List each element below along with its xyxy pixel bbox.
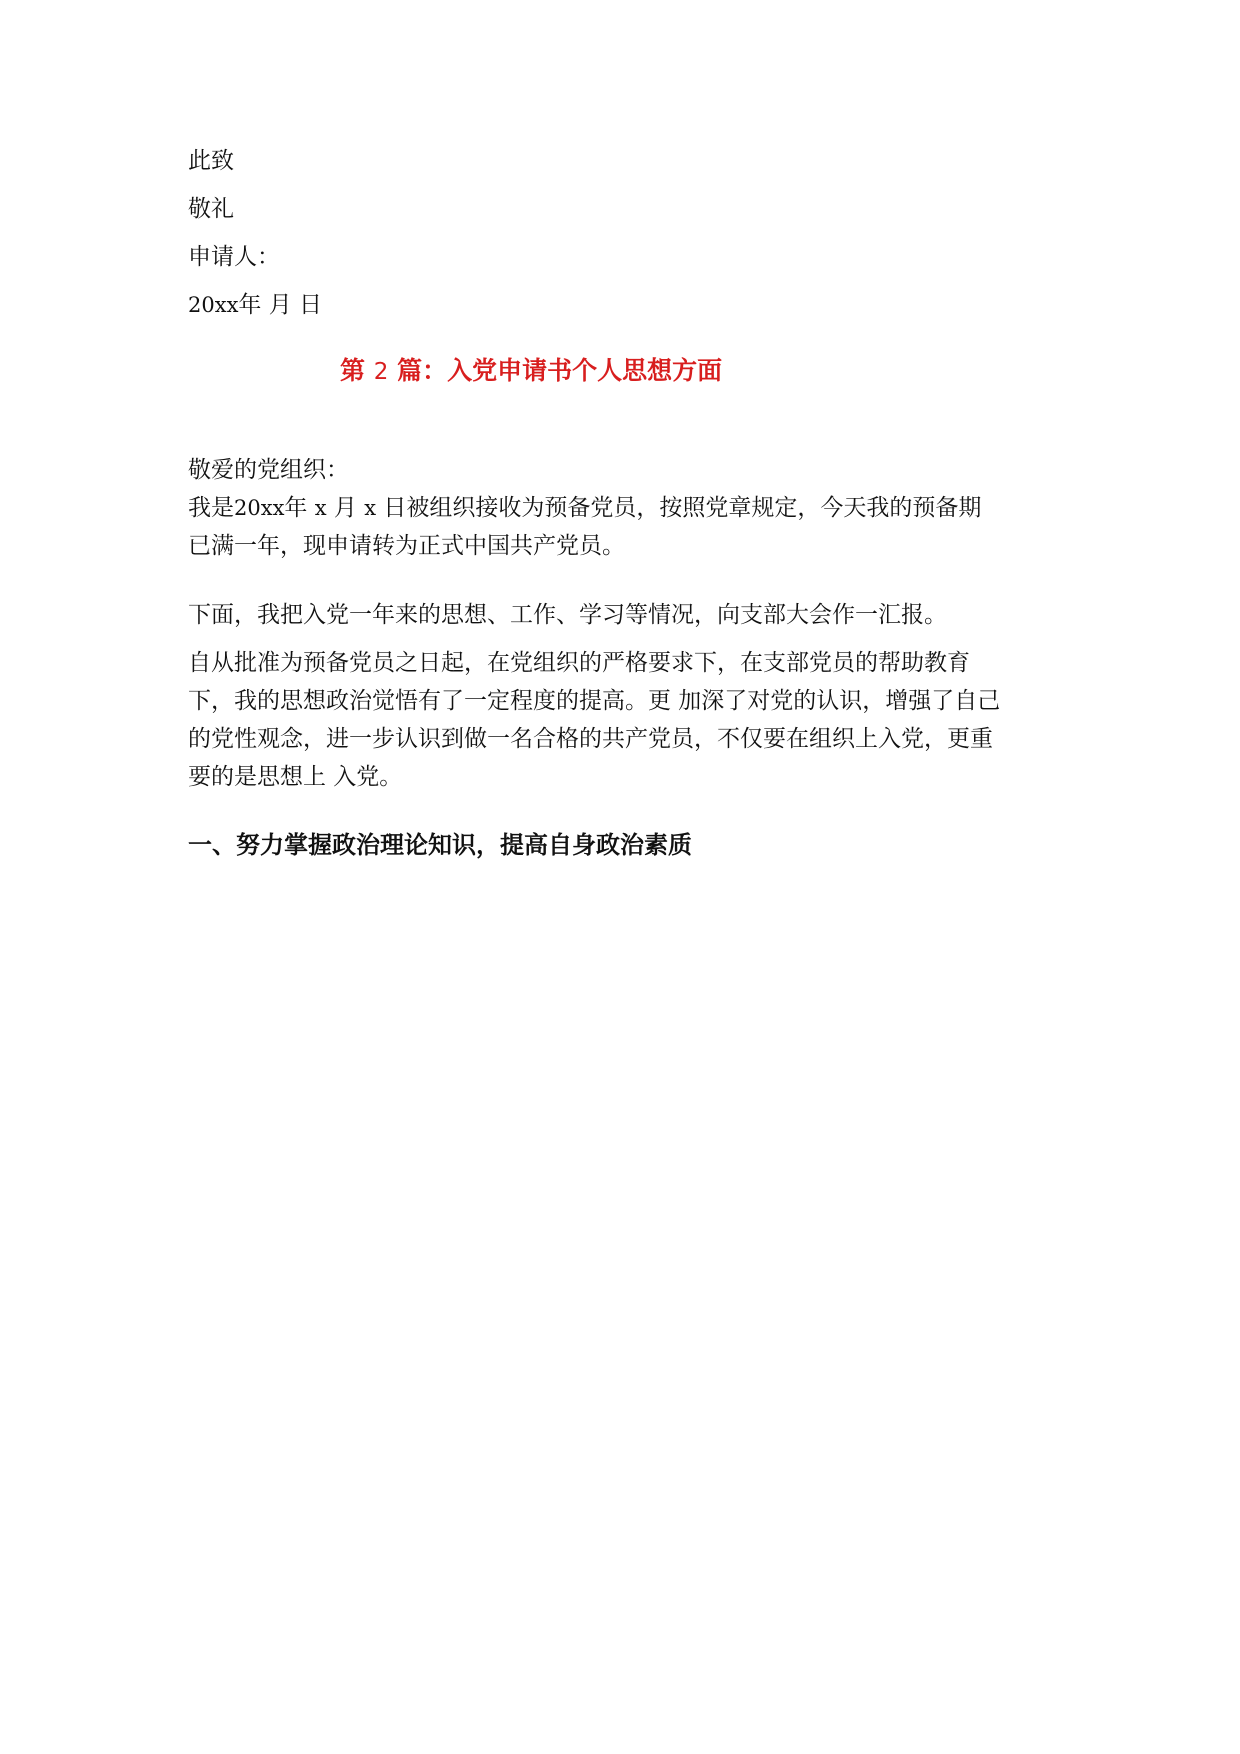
title-number: 2 (373, 359, 389, 385)
intro-month-x: x (314, 496, 327, 520)
title-text: 篇：入党申请书个人思想方面 (397, 356, 723, 385)
intro-line-2: 已满一年，现申请转为正式中国共产党员。 (188, 533, 625, 559)
paragraph-2-line-4: 要的是思想上 入党。 (188, 764, 403, 790)
closing-date (188, 290, 322, 320)
closing-salutation-2: 敬礼 (188, 196, 234, 222)
intro-line-1 (188, 493, 981, 523)
paragraph-2-line-2: 下，我的思想政治觉悟有了一定程度的提高。更 加深了对党的认识，增强了自己 (188, 688, 1001, 714)
intro-text-d: 日被组织接收为预备党员，按照党章规定，今天我的预备期 (383, 495, 982, 521)
paragraph-1: 下面，我把入党一年来的思想、工作、学习等情况，向支部大会作一汇报。 (188, 602, 947, 628)
title-prefix: 第 (340, 356, 366, 385)
closing-salutation-1: 此致 (188, 148, 234, 174)
article-title (340, 353, 722, 390)
applicant-label: 申请人： (188, 244, 280, 270)
paragraph-2-line-1: 自从批准为预备党员之日起，在党组织的严格要求下，在支部党员的帮助教育 (188, 650, 970, 676)
intro-text-a: 我是 (188, 495, 234, 521)
paragraph-2-line-3: 的党性观念，进一步认识到做一名合格的共产党员，不仅要在组织上入党，更重 (188, 726, 993, 752)
intro-year: 20xx (234, 496, 285, 520)
intro-text-c: 月 (333, 495, 357, 521)
section-1-heading: 一、努力掌握政治理论知识，提高自身政治素质 (188, 831, 692, 859)
date-rest: 年 月 日 (238, 292, 323, 318)
greeting: 敬爱的党组织： (188, 457, 349, 483)
intro-day-x: x (364, 496, 377, 520)
date-year: 20xx (188, 293, 239, 317)
intro-text-b: 年 (284, 495, 308, 521)
